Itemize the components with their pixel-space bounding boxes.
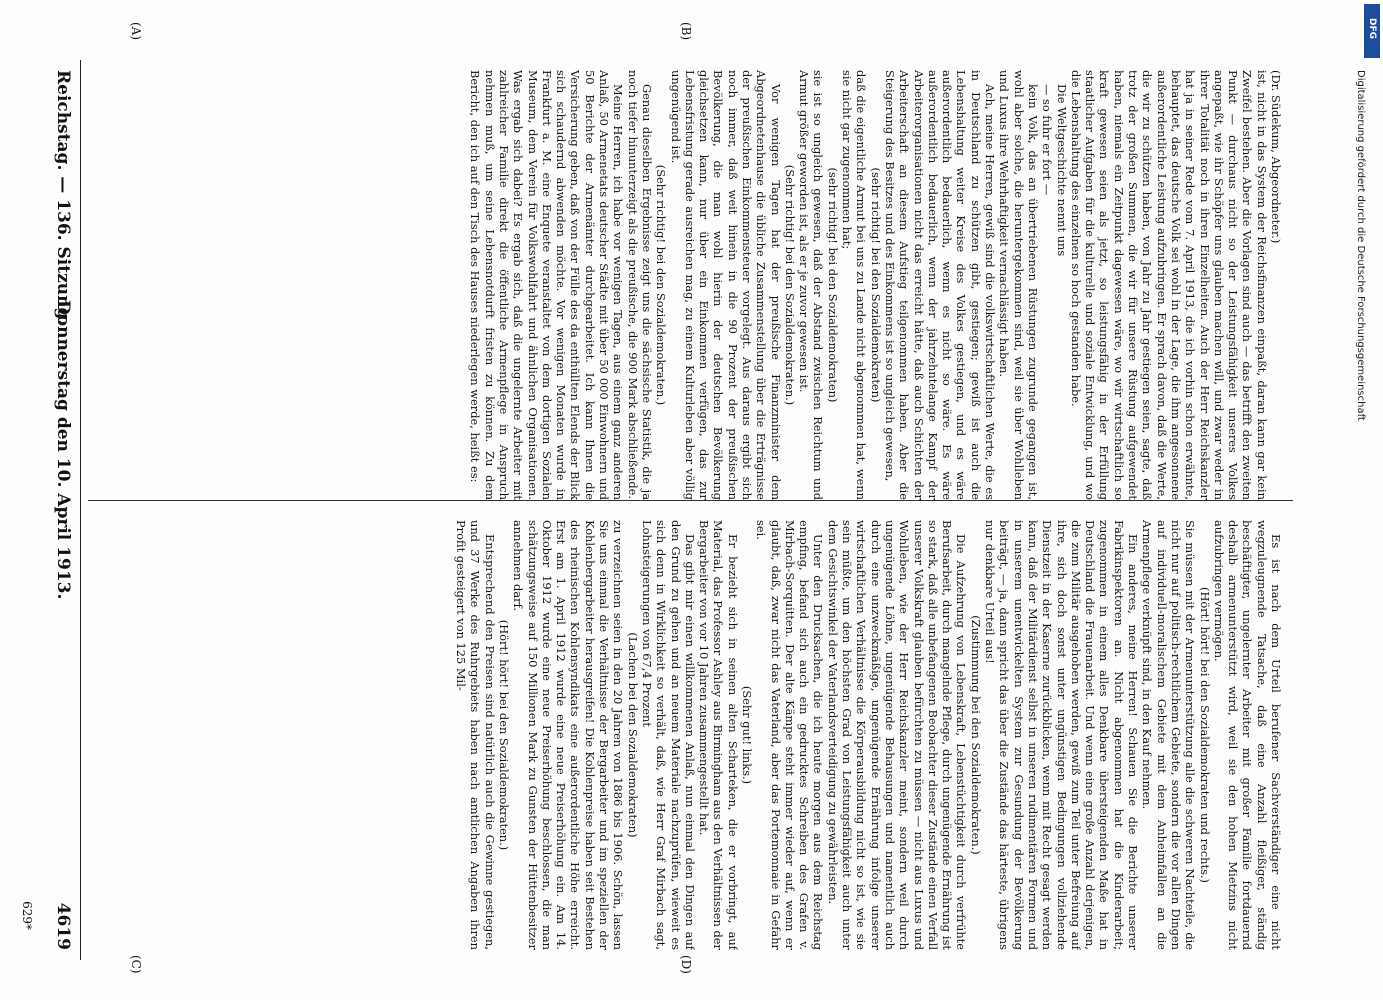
paragraph: sie ist so ungleich gewesen, daß der Abstand zwischen Reichtum und Armut größer geworden ist, als er je zuvor gewesen ist. <box>797 70 826 500</box>
interjection: (Zustimmung bei den Sozialdemokraten.) <box>968 615 983 855</box>
margin-marker-d: (D) <box>679 955 693 974</box>
paragraph: Genau dieselben Ergebnisse zeigt uns die sächsische Statistik, die ja noch tiefer hinunterzeigt als die preußische, die 900 Mark abschließende. <box>625 70 654 500</box>
header-date: Donnerstag den 10. April 1913. <box>53 300 73 600</box>
interjection: (Hört! hört! bei den Sozialdemokraten und rechts.) <box>1197 587 1212 883</box>
left-text-column <box>93 70 1283 500</box>
margin-marker-c: (C) <box>129 955 143 974</box>
right-text-column <box>93 520 1283 950</box>
paragraph: Unter den Drucksachen, die ich heute morgen aus dem Reichstag empfing, befand sich auch ein gedrucktes Schreiben des Grafen v. Mirbach-Sorquitten. Der alte Kämpe steht immer wieder auf, wenn er glaubt, daß, zwar nicht das Vaterland, aber das Portemonnaie in Gefahr sei. <box>754 520 826 950</box>
paragraph: Meine Herren, ich habe vor wenigen Tagen, aus einem ganz anderen Anlaß, 50 Armenetats deutscher Städte mit über 50 000 Einwohnern und 50 Berichte der Armenämter durchgearbeitet. Ich kann Ihnen die Versicherung geben, daß von der Fülle des da enthüllten Elends der Blick sich schaudernd abwenden möchte. Vor wenigen Monaten wurde in Frankfurt a. M. eine Enquete veranstaltet von dem dortigen Sozialen Museum, dem Verein für Volkswohlfahrt und ähnlichen Organisationen. Was ergab sich dabei? Es ergab sich, daß die ungelernte Arbeiter mit zahlreicher Familie direkt die öffentliche Armenpflege in Anspruch nehmen muß, um seine Lebensnotdurft fristen zu können. Zu dem Bericht, den ich auf den Tisch des Hauses niederlegen werde, heißt es: <box>468 70 626 500</box>
paragraph: Ein anderes, meine Herren! Schauen Sie die Berichte unserer Fabrikinspektoren an. Nicht abgenommen hat die Kinderarbeit; zugenommen in einem alles Denkbare übersteigenden Maße hat in Deutschland die Frauenarbeit. Und wenn eine große Anzahl derjenigen, die zum Militär ausgehoben werden, gewiß zum Teil unter Befreiung auf ihre, sich doch sonst unter ungünstigen Bedingungen vollziehende Dienstzeit in der Kaserne zurückblicken, wenn mit Recht gesagt werden kann, daß der Militärdienst selbst in unseren rudimentären Formen und in unserem unentwickelten System zur Gesundung der Bevölkerung beiträgt, — ja, dann spricht das über die Zustände das härteste, übrigens nur denkbare Urteil aus! <box>983 520 1141 950</box>
paragraph: Die Weltgeschichte nennt uns <box>1054 84 1069 257</box>
interjection: (Sehr richtig! bei den Sozialdemokraten.) <box>654 164 669 406</box>
interjection: (sehr richtig! bei den Sozialdemokraten) <box>825 167 840 403</box>
paragraph: ist, nicht in das System der Reichsfinanzen einpaßt, daran kann gar kein Zweifel bestehen. Aber die Vorlagen sind auch — das betrifft den zweiten Punkt — durchaus nicht so der Leistungsfähigkeit unseres Volkes angepaßt, wie ihr Schöpfer uns glauben machen will, und zwar weder in ihrer Totalität noch in ihren Einzelheiten. Auch der Herr Reichskanzler hat ja in seiner Rede vom 7. April 1913, die ich vorhin schon erwähnte, behauptet, das deutsche Volk sei wohl in der Lage, die ihm angesonnene außerordentliche Leistung aufzubringen. Er sprach davon, daß die Werte, die wir zu schützen haben, von Jahr zu Jahr gestiegen seien, sagte, daß trotz der großen Summen, die wir für unsere Rüstung aufgewendet haben, niemals ein Zeitpunkt dagewesen wäre, wo wir wirtschaftlich so kraft gewesen seien als jetzt, so leistungsfähig in der Erfüllung staatlicher Aufgaben für die kulturelle und soziale Entwicklung, und wo die Lebenshaltung des einzelnen so hoch gestanden habe. <box>1068 70 1269 500</box>
paragraph: Das gibt mir einen willkommenen Anlaß, nun einmal den Dingen auf den Grund zu gehen und an neuem Materiale nachzuprüfen, wieweit es sich denn in Wirklichkeit so verhält, daß, wie Herr Graf Mirbach sagt, Lohnsteigerungen von 67,4 Prozent <box>639 520 697 950</box>
quote-paragraph: kein Volk, das an übertriebenen Rüstungen zugrunde gegangen ist, wohl aber solche, die heruntergekommen sind, weil sie über Wohlleben und Luxus ihre Wehrhaftigkeit vernachlässigt haben. <box>997 70 1040 500</box>
paragraph: Ach, meine Herren, gewiß sind die volkswirtschaftlichen Werte, die es in Deutschland zu schützen gibt, gestiegen; gewiß ist auch die Lebenshaltung weiter Kreise des Volkes gestiegen, und es wäre außerordentlich bedauerlich, wenn es nicht so wäre. Es wäre außerordentlich bedauerlich, wenn der jahrzehntelange Kampf der Arbeiterorganisationen nicht das erreicht hätte, daß auch Schichten der Arbeiterschaft an diesem Aufstieg teilgenommen haben. Aber die Steigerung des Besitzes und des Einkommens ist so ungleich gewesen, <box>882 70 998 500</box>
interjection: (Sehr gut! links.) <box>740 685 755 785</box>
header-rule <box>80 60 81 960</box>
paragraph: daß die eigentliche Armut bei uns zu Lande nicht abgenommen hat, wenn sie nicht gar zugenommen hat; <box>840 70 869 500</box>
interjection: (Sehr richtig! bei den Sozialdemokraten.) <box>782 164 797 406</box>
column-divider <box>88 500 1293 501</box>
dfg-logo: DFG <box>1364 4 1380 58</box>
paragraph: Die Aufzehrung von Lebenskraft, Lebenstüchtigkeit durch verfrühte Berufsarbeit, durch mangelnde Pflege, durch ungenügende Ernährung ist so stark, daß alle unbefangenen Beobachter dieser Zustände einen Verfall unserer Volkskraft glauben befürchten zu müssen — nicht aus Luxus und Wohlleben, wie der Herr Reichskanzler meint, sondern weil durch ungenügende Löhne, ungenügende Behausungen und namentlich auch durch eine unzweckmäßige, ungenügende Ernährung infolge unserer wirtschaftlichen Verhältnisse die Körperausbildung nicht so ist, wie sie sein müßte, um den höchsten Grad von Leistungsfähigkeit auch unter dem Gesichtswinkel der Vaterlandsverteidigung zu gewährleisten. <box>825 520 969 950</box>
header-session: Reichstag. — 136. Sitzung. <box>53 70 73 326</box>
signature-mark: 629* <box>20 901 34 930</box>
speaker-line: (Dr. Südekum, Abgeordneter.) <box>1269 70 1283 244</box>
paragraph: Vor wenigen Tagen hat der preußische Finanzminister dem Abgeordnetenhause die übliche Zusammenstellung über die Erträgnisse der preußischen Einkommensteuer vorgelegt. Aus daraus ergibt sich noch immer, daß weit hinein in die 90 Prozent der preußischen Bevölkerung, die man wohl hierin der deutschen Bevölkerung gleichsetzen kann, nur über ein Einkommen verfügen, das zur Lebensfristung gerade ausreichen mag, zu einem Kulturleben aber völlig ungenügend ist. <box>668 70 783 500</box>
header-page-number: 4619 <box>53 902 73 950</box>
paragraph: Er bezieht sich in seinen alten Scharteken, die er vorbringt, auf Material, das Professor Ashley aus Birmingham aus den Verhältnissen der Bergarbeiter von vor 10 Jahren zusammengestellt hat. <box>697 520 740 950</box>
paragraph: — so fuhr er fort — <box>1040 84 1055 196</box>
quote-paragraph: Es ist nach dem Urteil berufener Sachverständiger eine nicht wegzuleugnende Tatsache, daß eine Anzahl fleißiger, ständig beschäftigter, ungelernter Arbeiter mit großer Familie fortdauernd deshalb armenunterstützt wird, weil sie den hohen Mietzins nicht aufzubringen vermögen. <box>1211 520 1283 950</box>
interjection: (Lachen bei den Sozialdemokraten) <box>625 632 640 838</box>
paragraph: Entsprechend den Preisen sind natürlich auch die Gewinne gestiegen, und 37 Werke des Ruhrgebiets haben nach amtlichen Angaben ihren Profit gesteigert von 125 Mil- <box>454 520 497 950</box>
interjection: (Hört! hört! bei den Sozialdemokraten.) <box>496 619 511 851</box>
funding-note: Digitalisierung gefördert durch die Deutsche Forschungsgemeinschaft <box>1355 70 1366 421</box>
paragraph: Sie müssen mit der Armenunterstützung alle die schweren Nachteile, die nicht nur auf politisch-rechtlichem Gebiete, sondern die vor allen Dingen auf individuell-moralischem Gebiete mit dem Anheimfallen an die Armenpflege verknüpft sind, in den Kauf nehmen. <box>1140 520 1198 950</box>
margin-marker-a: (A) <box>129 22 143 41</box>
margin-marker-b: (B) <box>679 22 693 41</box>
interjection: (sehr richtig! bei den Sozialdemokraten) <box>868 167 883 403</box>
paragraph: zu verzeichnen seien in den 20 Jahren von 1886 bis 1906. Schön, lassen Sie uns einmal die Verhältnisse der Bergarbeiter und im speziellen der Kohlenbergarbeiter herausgreifen! Die Kohlenpreise haben seit Bestehen des rheinischen Kohlensyndikats eine außerordentliche Höhe erreicht. Erst am 1. April 1912 wurde eine neue Preiserhöhung ein. Am 14. Oktober 1912 wurde eine neue Preiserhöhung beschlossen, die man schätzungsweise auf 150 Millionen Mark zu Gunsten der Hüttenbesitzer annehmen darf. <box>511 520 626 950</box>
dfg-sidebar <box>1355 0 1383 1000</box>
